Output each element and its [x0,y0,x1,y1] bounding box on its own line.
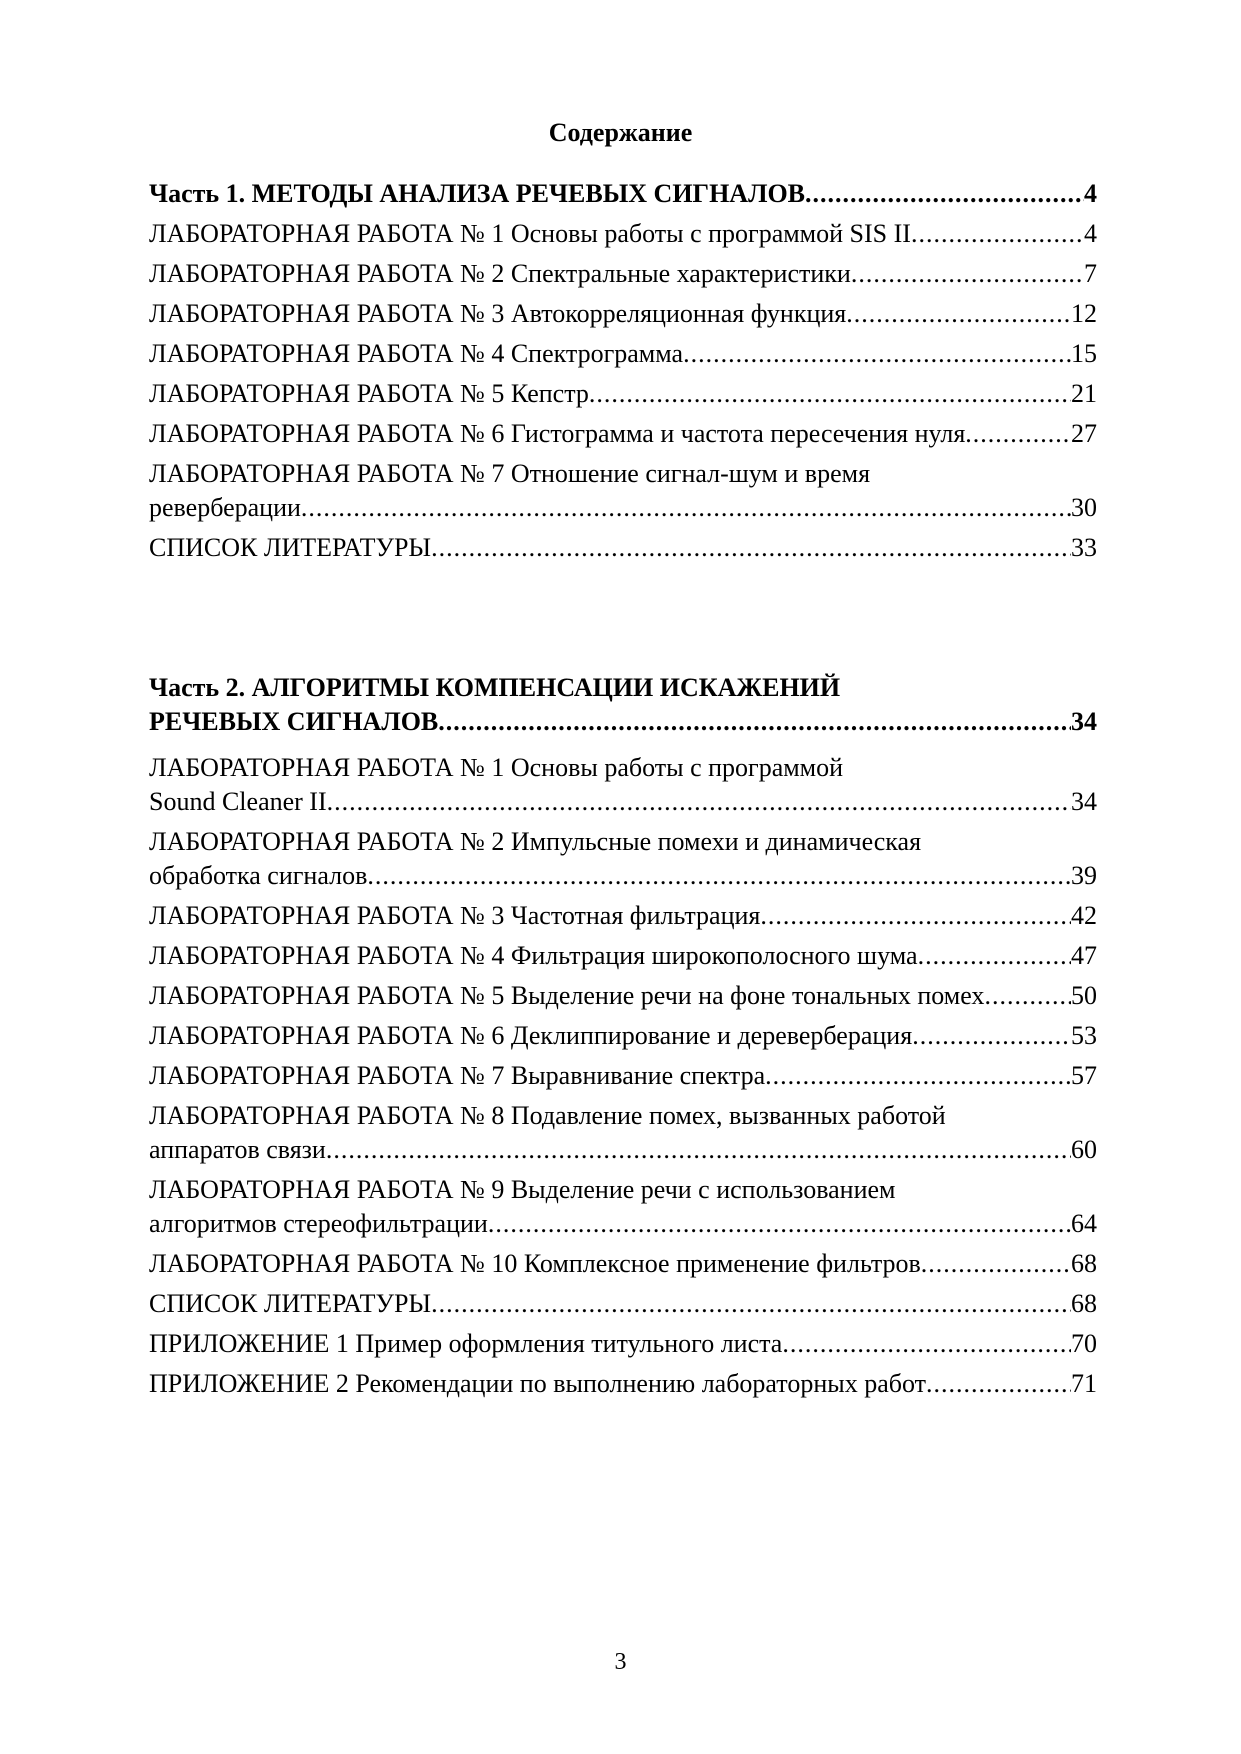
page-number: 3 [614,1649,627,1675]
toc-entry-text: СПИСОК ЛИТЕРАТУРЫ [149,533,432,562]
toc-entry-text: ПРИЛОЖЕНИЕ 2 Рекомендации по выполнению лабораторных работ [149,1369,926,1398]
toc-entry-text: ЛАБОРАТОРНАЯ РАБОТА № 7 Выравнивание спектра [149,1061,766,1090]
dot-leader [918,940,1071,972]
toc-page-number: 50 [1071,981,1097,1010]
toc-entry-text: обработка сигналов [149,861,368,890]
toc-entry-text: ЛАБОРАТОРНАЯ РАБОТА № 6 Гистограмма и частота пересечения нуля [149,419,966,448]
toc-page-number: 42 [1071,901,1097,930]
toc-part-2 [149,672,1097,738]
toc-entry-text: ЛАБОРАТОРНАЯ РАБОТА № 10 Комплексное применение фильтров [149,1249,921,1278]
toc-page-number: 71 [1071,1369,1097,1398]
toc-page-number: 7 [1084,259,1097,288]
toc-entry-text: реверберации [149,493,301,522]
toc-entry[interactable] [149,1100,1097,1166]
dot-leader [921,1248,1071,1280]
toc-page-number: 53 [1071,1021,1097,1050]
toc-entry-text: ЛАБОРАТОРНАЯ РАБОТА № 4 Спектрограмма [149,339,684,368]
toc-entry[interactable] [149,532,1097,564]
toc-entry[interactable] [149,1060,1097,1092]
dot-leader [327,786,1071,818]
toc-entry-text: ЛАБОРАТОРНАЯ РАБОТА № 3 Автокорреляционная функция [149,299,847,328]
toc-entry-text: ЛАБОРАТОРНАЯ РАБОТА № 5 Кепстр [149,379,589,408]
dot-leader [589,378,1071,410]
toc-entry-first-line: Часть 2. АЛГОРИТМЫ КОМПЕНСАЦИИ ИСКАЖЕНИЙ [149,673,841,702]
toc-part-1-entries [149,218,1097,564]
toc-entry[interactable] [149,940,1097,972]
toc-part-1 [149,178,1097,210]
toc-entry[interactable] [149,1368,1097,1400]
toc-entry[interactable] [149,1174,1097,1240]
toc-page-number: 68 [1071,1289,1097,1318]
dot-leader [911,218,1084,250]
toc-page-number: 60 [1071,1135,1097,1164]
toc-entry[interactable] [149,752,1097,818]
toc-entry[interactable] [149,418,1097,450]
toc-page-number: 64 [1071,1209,1097,1238]
toc-part-2-entries [149,752,1097,1400]
page-title: Содержание [548,118,693,147]
toc-entry-first-line: ЛАБОРАТОРНАЯ РАБОТА № 1 Основы работы с программой [149,753,844,782]
dot-leader [965,418,1071,450]
dot-leader [683,338,1071,370]
dot-leader [846,298,1071,330]
toc-entry-text: аппаратов связи [149,1135,326,1164]
toc-page-number: 30 [1071,493,1097,522]
toc-entry[interactable] [149,900,1097,932]
dot-leader [926,1368,1071,1400]
toc-page-number: 4 [1084,219,1097,248]
toc-entry[interactable] [149,1020,1097,1052]
toc-entry-first-line: ЛАБОРАТОРНАЯ РАБОТА № 9 Выделение речи с использованием [149,1175,896,1204]
toc-entry[interactable] [149,378,1097,410]
toc-page-number: 34 [1071,787,1097,816]
dot-leader [488,1208,1071,1240]
dot-leader [851,258,1084,290]
toc-page-number: 70 [1071,1329,1097,1358]
toc-entry-text: Sound Cleaner II [149,787,327,816]
toc-entry-text: ЛАБОРАТОРНАЯ РАБОТА № 1 Основы работы с программой SIS II [149,219,911,248]
toc-entry-text: алгоритмов стереофильтрации [149,1209,488,1238]
dot-leader [367,860,1071,892]
toc-page-number: 34 [1071,707,1097,736]
toc-page-number: 15 [1071,339,1097,368]
toc-entry[interactable] [149,1248,1097,1280]
toc-entry-text: СПИСОК ЛИТЕРАТУРЫ [149,1289,432,1318]
toc-entry[interactable] [149,980,1097,1012]
dot-leader [782,1328,1071,1360]
toc-entry-first-line: ЛАБОРАТОРНАЯ РАБОТА № 2 Импульсные помехи и динамическая [149,827,922,856]
dot-leader [438,706,1071,738]
toc-entry-text: ЛАБОРАТОРНАЯ РАБОТА № 5 Выделение речи на фоне тональных помех [149,981,985,1010]
toc-page-number: 57 [1071,1061,1097,1090]
toc-part-1-title[interactable] [149,178,1097,210]
toc-entry-text: ЛАБОРАТОРНАЯ РАБОТА № 4 Фильтрация широкополосного шума [149,941,918,970]
dot-leader [326,1134,1071,1166]
toc-entry[interactable] [149,258,1097,290]
dot-leader [912,1020,1071,1052]
dot-leader [301,492,1071,524]
toc-page-number: 39 [1071,861,1097,890]
toc-entry-first-line: ЛАБОРАТОРНАЯ РАБОТА № 7 Отношение сигнал-шум и время [149,459,871,488]
toc-entry-text: ПРИЛОЖЕНИЕ 1 Пример оформления титульного листа [149,1329,783,1358]
toc-entry-text: Часть 1. МЕТОДЫ АНАЛИЗА РЕЧЕВЫХ СИГНАЛОВ [149,179,806,208]
toc-entry[interactable] [149,338,1097,370]
dot-leader [760,900,1071,932]
toc-entry[interactable] [149,458,1097,524]
toc-page-number: 27 [1071,419,1097,448]
toc-entry-text: ЛАБОРАТОРНАЯ РАБОТА № 3 Частотная фильтрация [149,901,761,930]
toc-entry-first-line: ЛАБОРАТОРНАЯ РАБОТА № 8 Подавление помех, вызванных работой [149,1101,946,1130]
toc-entry[interactable] [149,298,1097,330]
dot-leader [805,178,1084,210]
toc-page-number: 4 [1084,179,1097,208]
dot-leader [984,980,1071,1012]
toc-entry[interactable] [149,826,1097,892]
toc-page-number: 47 [1071,941,1097,970]
toc-page-number: 33 [1071,533,1097,562]
toc-entry[interactable] [149,218,1097,250]
toc-page-number: 12 [1071,299,1097,328]
dot-leader [765,1060,1071,1092]
toc-entry-text: ЛАБОРАТОРНАЯ РАБОТА № 2 Спектральные характеристики [149,259,851,288]
dot-leader [431,532,1071,564]
toc-entry-text: РЕЧЕВЫХ СИГНАЛОВ [149,707,439,736]
toc-part-2-title[interactable] [149,672,1097,738]
toc-entry[interactable] [149,1328,1097,1360]
toc-entry[interactable] [149,1288,1097,1320]
toc-entry-text: ЛАБОРАТОРНАЯ РАБОТА № 6 Деклиппирование и дереверберация [149,1021,913,1050]
toc-page-number: 21 [1071,379,1097,408]
dot-leader [431,1288,1071,1320]
toc-page-number: 68 [1071,1249,1097,1278]
